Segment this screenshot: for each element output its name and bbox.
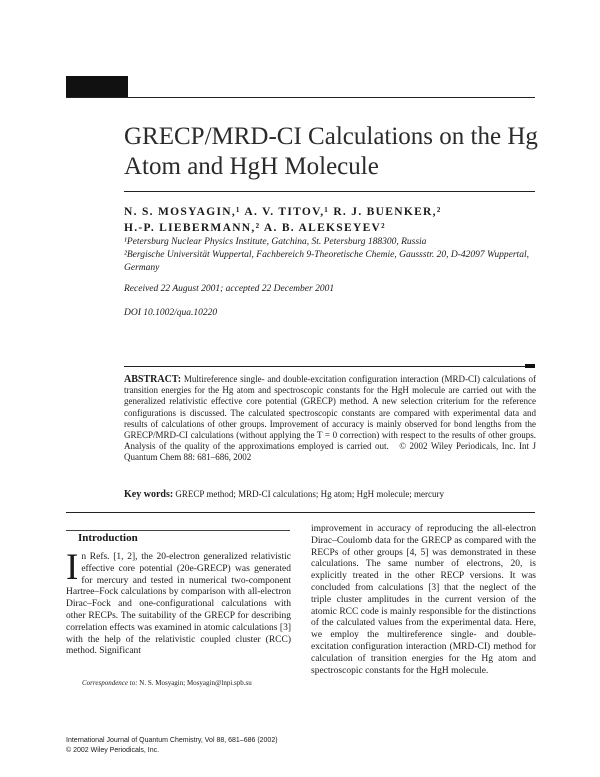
correspondence-note xyxy=(82,679,342,687)
affiliation-2: ²Bergische Universität Wuppertal, Fachbereich 9-Theoretische Chemie, Gaussstr. 20, D-42097 Wuppertal, Germany xyxy=(124,250,529,273)
header-tab-block xyxy=(66,76,128,98)
intro-right-column: improvement in accuracy of reproducing the all-electron Dirac–Coulomb data for the GRECP as compared with the RECPs of other groups [4, 5] was demonstrated in these calculations. The same number of electrons, 20, is explicitly treated in the other RECP versions. It was concluded from calculations [3] that the neglect of the triple cluster amplitudes in the current version of the atomic RCC code is mainly responsible for the distinctions of the calculated values from the experimental data. Here, we employ the multireference single- and double-excitation configuration interaction (MRD-CI) method for calculation of transition energies for the Hg atom and spectroscopic constants for the HgH molecule. xyxy=(311,524,536,676)
paper-title: GRECP/MRD-CI Calculations on the Hg Atom and HgH Molecule xyxy=(124,123,538,180)
intro-rule xyxy=(66,530,290,531)
abstract-copyright: © 2002 Wiley Periodicals, Inc. xyxy=(399,441,516,452)
keywords-text: GRECP method; MRD-CI calculations; Hg atom; HgH molecule; mercury xyxy=(175,489,445,499)
correspondence-text[interactable]: N. S. Mosyagin; Mosyagin@lnpi.spb.su xyxy=(139,679,252,687)
column-rule xyxy=(66,512,535,513)
page-footer xyxy=(66,736,466,756)
affiliation-1: ¹Petersburg Nuclear Physics Institute, Gatchina, St. Petersburg 188300, Russia xyxy=(124,237,427,247)
intro-left-column xyxy=(66,547,291,658)
keywords-label: Key words: xyxy=(124,489,174,500)
top-rule xyxy=(66,97,535,98)
abstract-rule xyxy=(124,366,529,367)
abstract-rule-marker xyxy=(525,364,535,368)
author-list xyxy=(124,204,544,236)
section-heading-introduction: Introduction xyxy=(78,532,138,544)
author-line-1: N. S. MOSYAGIN,¹ A. V. TITOV,¹ R. J. BUENKER,² xyxy=(124,206,442,218)
correspondence-label: Correspondence to: xyxy=(82,679,138,687)
affiliations xyxy=(124,236,544,275)
abstract xyxy=(124,374,536,464)
received-dates: Received 22 August 2001; accepted 22 December 2001 xyxy=(124,284,335,294)
footer-journal: International Journal of Quantum Chemistry, Vol 88, 681–686 (2002) xyxy=(66,737,278,744)
abstract-citation: Int J Quantum Chem 88: 681–686, 2002 xyxy=(124,441,536,463)
abstract-text: Multireference single- and double-excitation configuration interaction (MRD-CI) calculations of transition energies for the Hg atom and spectroscopic constants for the HgH molecule are carried out with the generalized relativistic effective core potential (GRECP) method. A new selection criterium for the reference configurations is discussed. The calculated spectroscopic constants are compared with experimental data and results of calculations of other groups. Improvement of accuracy is mainly observed for bond lengths from the GRECP/MRD-CI calculations (without applying the T = 0 correction) with respect to the results of other groups. Analysis of the quality of the approximations employed is carried out. xyxy=(124,374,537,452)
keywords xyxy=(124,489,536,500)
doi[interactable]: DOI 10.1002/qua.10220 xyxy=(124,308,218,318)
abstract-label: ABSTRACT: xyxy=(124,374,182,385)
drop-cap: I xyxy=(66,547,79,588)
intro-left-text: n Refs. [1, 2], the 20-electron generalized relativistic effective core potential (20e-GRECP) was generated for mercury and tested in numerical two-component Hartree–Fock calculations by comparison with all-electron Dirac–Fock and one-configurational calculations with other RECPs. The suitability of the GRECP for describing correlation effects was examined in atomic calculations [3] with the help of the relativistic coupled cluster (RCC) method. Significant xyxy=(66,552,291,657)
footer-copyright: © 2002 Wiley Periodicals, Inc. xyxy=(66,747,160,754)
title-rule xyxy=(124,191,535,192)
author-line-2: H.-P. LIEBERMANN,² A. B. ALEKSEYEV² xyxy=(124,222,386,234)
